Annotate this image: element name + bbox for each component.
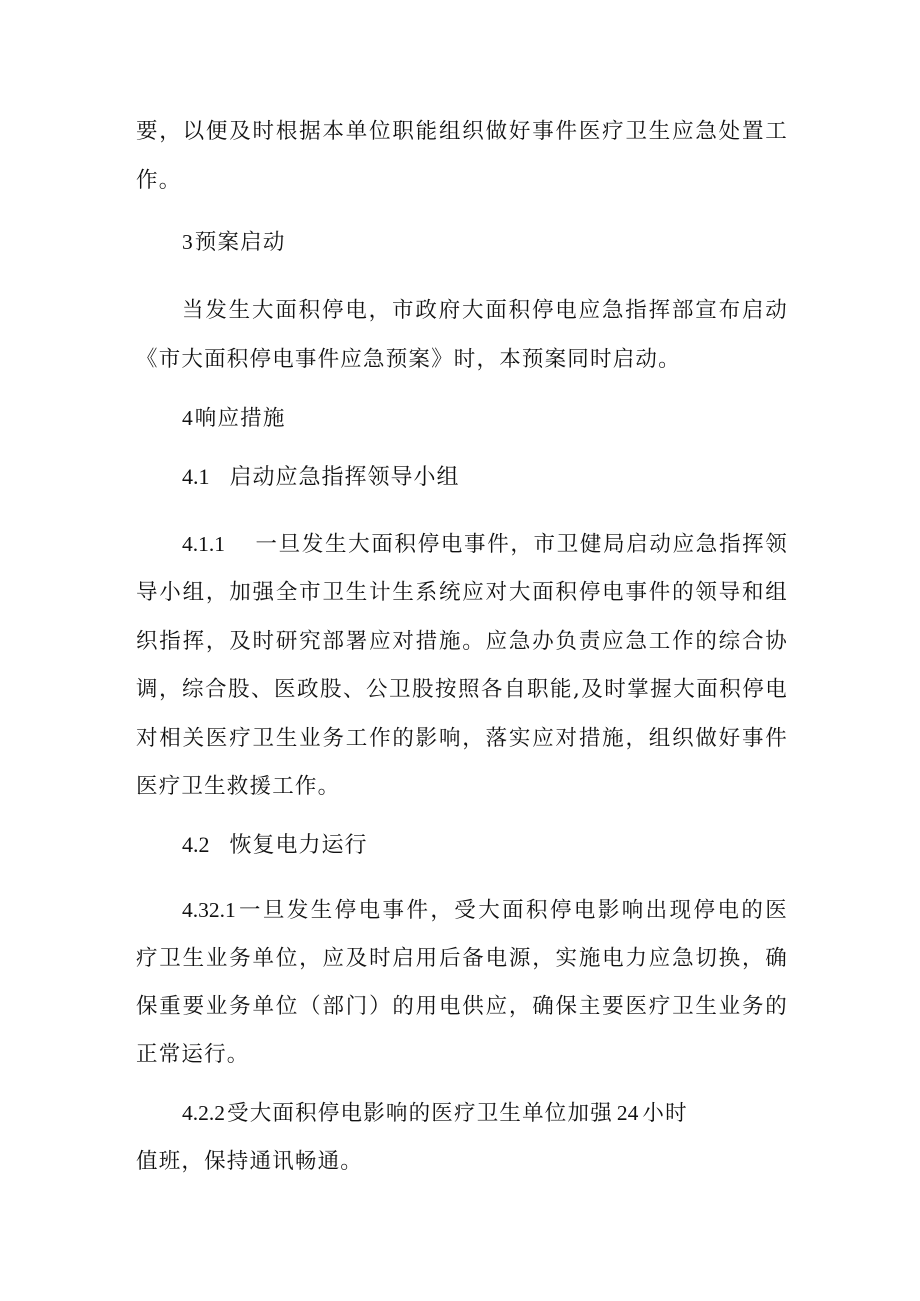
paragraph-line <box>182 895 788 926</box>
section-title: 启动应急指挥领导小组 <box>229 465 460 490</box>
paragraph-line: 作。 <box>136 168 182 193</box>
paragraph-number: 4.2.2 <box>182 1101 225 1125</box>
section-number: 4.2 <box>182 832 210 857</box>
section-heading-3 <box>182 227 842 258</box>
section-number: 4 <box>182 406 193 430</box>
section-heading-4-2 <box>182 830 842 861</box>
paragraph-line: 当发生大面积停电，市政府大面积停电应急指挥部宣布启动 <box>182 298 788 323</box>
paragraph-text: 一旦发生大面积停电事件，市卫健局启动应急指挥领 <box>255 532 788 557</box>
paragraph-line: 《市大面积停电事件应急预案》时，本预案同时启动。 <box>136 347 681 372</box>
section-title: 恢复电力运行 <box>229 833 368 858</box>
paragraph-line: 疗卫生业务单位，应及时启用后备电源，实施电力应急切换，确 <box>136 946 788 971</box>
paragraph-number: 4.1.1 <box>182 532 225 556</box>
paragraph-line: 保重要业务单位（部门）的用电供应，确保主要医疗卫生业务的 <box>136 994 788 1019</box>
paragraph-line: 对相关医疗卫生业务工作的影响，落实应对措施，组织做好事件 <box>136 726 788 751</box>
paragraph-line: 织指挥，及时研究部署应对措施。应急办负责应急工作的综合协 <box>136 629 788 654</box>
paragraph-line: 医疗卫生救援工作。 <box>136 774 341 799</box>
paragraph-line: 值班，保持通讯畅通。 <box>136 1149 364 1174</box>
paragraph-line: 导小组，加强全市卫生计生系统应对大面积停电事件的领导和组 <box>136 580 788 605</box>
section-heading-4 <box>182 403 842 434</box>
paragraph-line <box>182 529 788 560</box>
paragraph-line: 调，综合股、医政股、公卫股按照各自职能,及时掌握大面积停电 <box>136 677 788 702</box>
section-number: 4.1 <box>182 464 210 489</box>
paragraph-line: 正常运行。 <box>136 1042 250 1067</box>
paragraph-text: 一旦发生停电事件，受大面积停电影响出现停电的医 <box>237 898 788 923</box>
section-number: 3 <box>182 230 193 254</box>
paragraph-line <box>182 1098 842 1129</box>
paragraph-text: 小时 <box>642 1101 688 1126</box>
paragraph-line: 要，以便及时根据本单位职能组织做好事件医疗卫生应急处置工 <box>136 119 788 144</box>
section-heading-4-1 <box>182 462 842 493</box>
paragraph-number: 4.32.1 <box>182 898 236 922</box>
section-title: 预案启动 <box>194 230 286 255</box>
paragraph-text: 受大面积停电影响的医疗卫生单位加强 <box>227 1101 613 1126</box>
hours-value: 24 <box>616 1101 639 1125</box>
section-title: 响应措施 <box>194 406 286 431</box>
